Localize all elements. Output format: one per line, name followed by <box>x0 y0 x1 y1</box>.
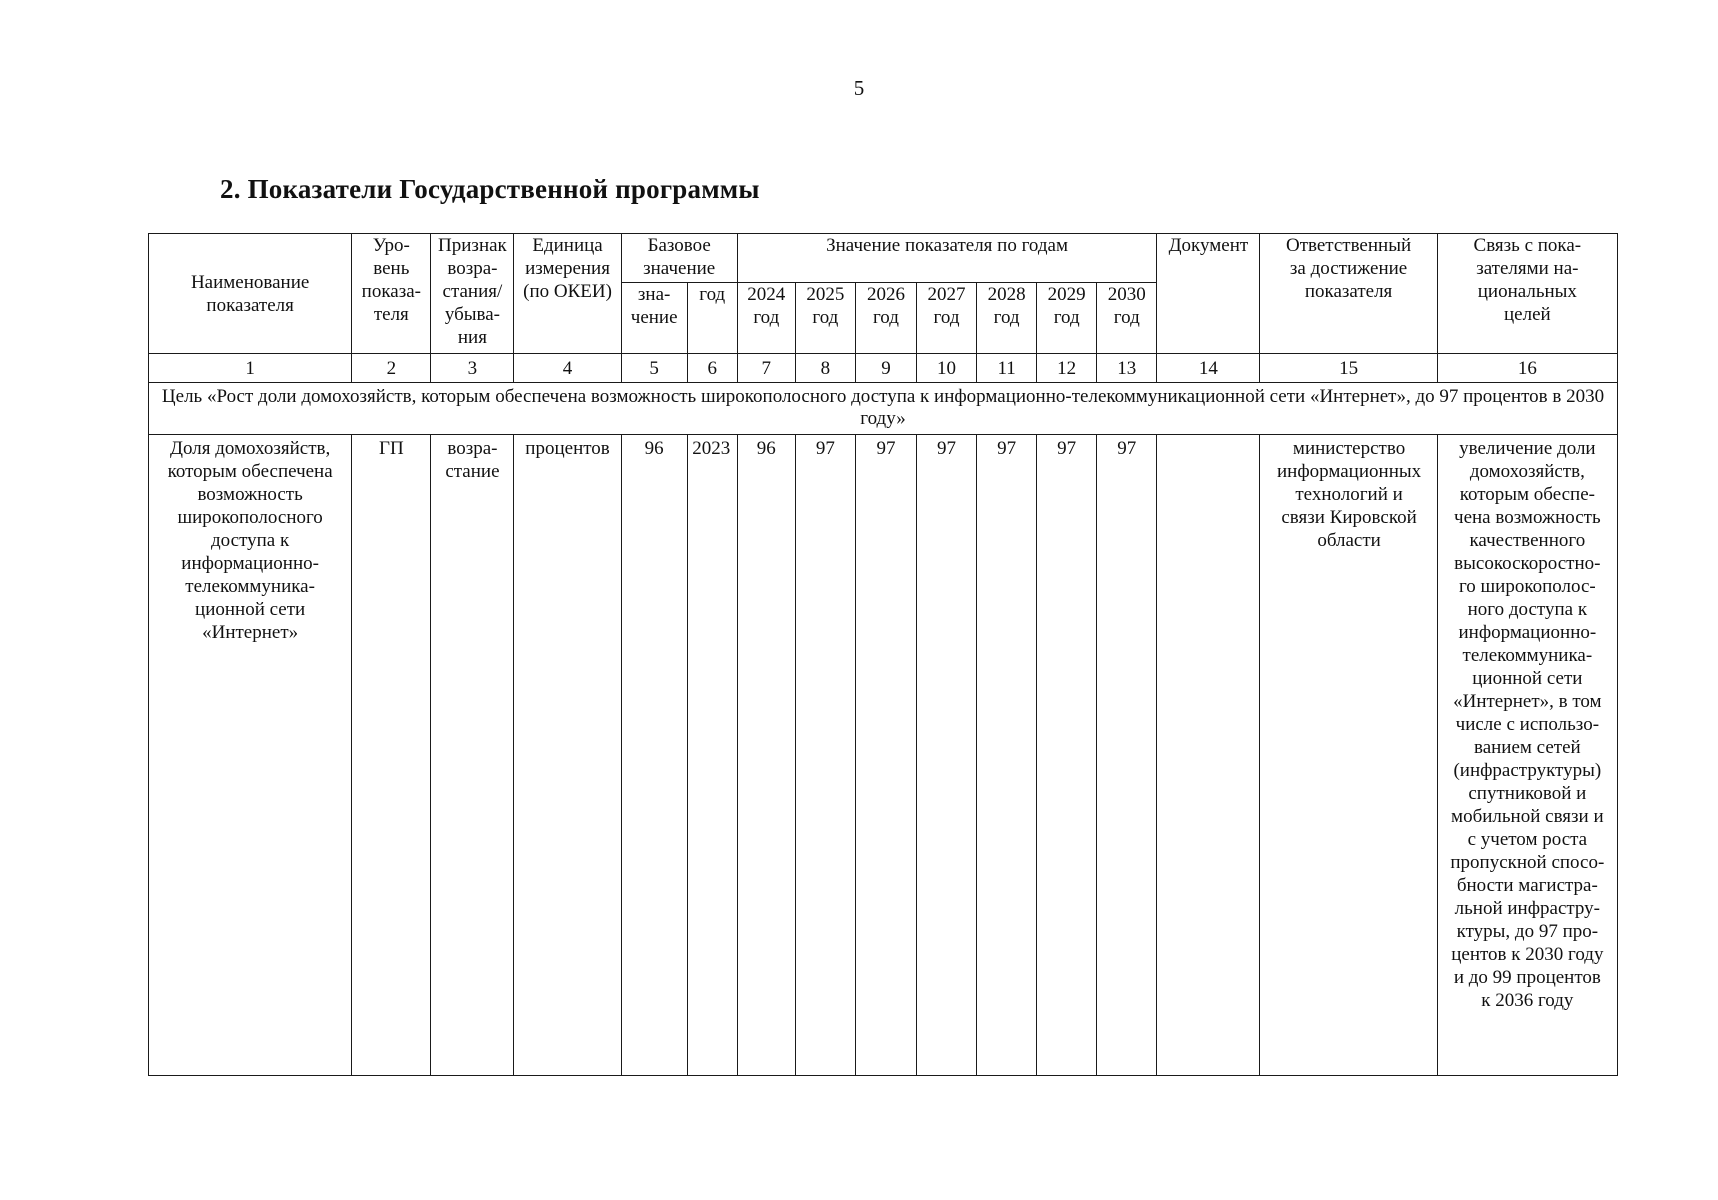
header-base-year: год <box>687 283 737 354</box>
indicator-level: ГП <box>352 435 431 1076</box>
indicator-value-2028: 97 <box>977 435 1037 1076</box>
header-year-2028: 2028 год <box>977 283 1037 354</box>
indicator-value-2029: 97 <box>1037 435 1097 1076</box>
header-base-value: зна- чение <box>621 283 687 354</box>
column-number: 12 <box>1037 354 1097 383</box>
header-link: Связь с пока- зателями на- циональных целей <box>1437 234 1617 354</box>
header-year-2029: 2029 год <box>1037 283 1097 354</box>
column-number: 10 <box>916 354 976 383</box>
indicator-value-2030: 97 <box>1097 435 1157 1076</box>
header-year-2030: 2030 год <box>1097 283 1157 354</box>
indicator-value-2026: 97 <box>855 435 916 1076</box>
column-number: 2 <box>352 354 431 383</box>
header-base: Базовое значение <box>621 234 737 283</box>
column-number-row <box>149 354 1618 383</box>
column-number: 8 <box>795 354 855 383</box>
column-number: 3 <box>431 354 514 383</box>
header-document: Документ <box>1157 234 1260 354</box>
column-number: 5 <box>621 354 687 383</box>
indicators-table <box>148 233 1618 1076</box>
indicator-trend: возра- стание <box>431 435 514 1076</box>
indicator-link: увеличение доли домохозяйств, которым обеспе- чена возможность качественного высокоскоростно- го широкополос- ного доступа к информационно- телекоммуника- ционной сети «Интернет», в том числе с использо- ванием сетей (инфраструктуры) спутниковой и мобильной связи и с учетом роста пропускной спосо- бности магистра- льной инфрастру- ктуры, до 97 про- центов к 2030 году и до 99 процентов к 2036 году <box>1437 435 1617 1076</box>
column-number: 6 <box>687 354 737 383</box>
indicator-value-2027: 97 <box>916 435 976 1076</box>
column-number: 4 <box>514 354 621 383</box>
indicator-unit: процентов <box>514 435 621 1076</box>
indicator-responsible: министерство информационных технологий и связи Кировской области <box>1260 435 1437 1076</box>
page-number: 5 <box>853 76 865 100</box>
header-level: Уро- вень показа- теля <box>352 234 431 354</box>
goal-row <box>149 383 1618 435</box>
header-year-2026: 2026 год <box>855 283 916 354</box>
goal-text: Цель «Рост доли домохозяйств, которым обеспечена возможность широкополосного доступа к информационно-телекоммуникационной сети «Интернет», до 97 процентов в 2030 году» <box>149 383 1618 435</box>
header-year-2027: 2027 год <box>916 283 976 354</box>
header-by-years: Значение показателя по годам <box>737 234 1157 283</box>
column-number: 1 <box>149 354 352 383</box>
header-name: Наименование показателя <box>149 234 352 354</box>
column-number: 14 <box>1157 354 1260 383</box>
header-unit: Единица измерения (по ОКЕИ) <box>514 234 621 354</box>
column-number: 9 <box>855 354 916 383</box>
header-year-2025: 2025 год <box>795 283 855 354</box>
section-title: 2. Показатели Государственной программы <box>220 174 760 204</box>
indicator-name: Доля домохозяйств, которым обеспечена возможность широкополосного доступа к информационно- телекоммуника- ционной сети «Интернет» <box>149 435 352 1076</box>
header-trend: Признак возра- стания/ убыва- ния <box>431 234 514 354</box>
indicator-document <box>1157 435 1260 1076</box>
table-row <box>149 435 1618 1076</box>
header-year-2024: 2024 год <box>737 283 795 354</box>
column-number: 15 <box>1260 354 1437 383</box>
column-number: 16 <box>1437 354 1617 383</box>
column-number: 7 <box>737 354 795 383</box>
header-responsible: Ответственный за достижение показателя <box>1260 234 1437 354</box>
column-number: 13 <box>1097 354 1157 383</box>
indicator-base-year: 2023 <box>687 435 737 1076</box>
indicator-value-2024: 96 <box>737 435 795 1076</box>
column-number: 11 <box>977 354 1037 383</box>
indicator-value-2025: 97 <box>795 435 855 1076</box>
header-row-1 <box>149 234 1618 283</box>
indicator-base-value: 96 <box>621 435 687 1076</box>
